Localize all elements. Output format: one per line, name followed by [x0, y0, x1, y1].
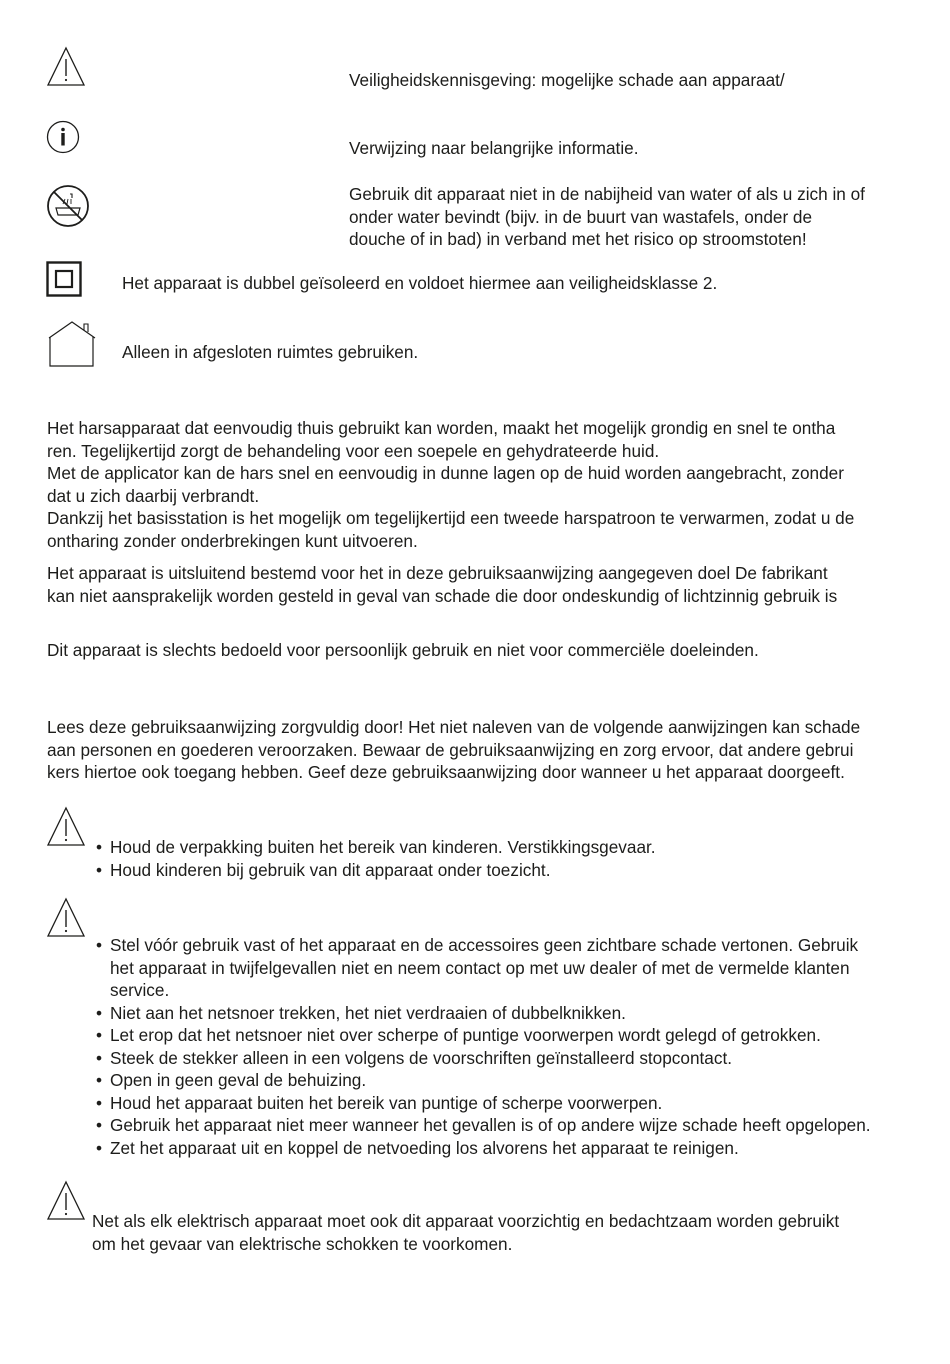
warning-triangle-icon	[46, 897, 86, 939]
info-icon	[46, 120, 80, 154]
device-warning-list	[96, 934, 926, 1159]
no-water-icon	[46, 184, 90, 228]
water-warning-line: Gebruik dit apparaat niet in de nabijheid van water of als u zich in of	[349, 184, 865, 204]
warning-triangle-icon	[46, 806, 86, 848]
electric-warning-line: Net als elk elektrisch apparaat moet ook dit apparaat voorzichtig en bedachtzaam worden gebruikt	[92, 1211, 840, 1231]
double-insulated-text: Het apparaat is dubbel geïsoleerd en voldoet hiermee aan veiligheidsklasse 2.	[122, 273, 718, 293]
electric-warning-text	[92, 1210, 839, 1255]
list-item: • Let erop dat het netsnoer niet over scherpe of puntige voorwerpen wordt gelegd of getrokken.	[96, 1024, 926, 1047]
electric-warning-line: om het gevaar van elektrische schokken te voorkomen.	[92, 1233, 513, 1254]
safety-notice-text: Veiligheidskennisgeving: mogelijke schade aan apparaat/	[349, 70, 785, 90]
intro-line: Met de applicator kan de hars snel en eenvoudig in dunne lagen op de huid worden aangebracht, zonder	[47, 463, 844, 483]
intended-use-line: kan niet aansprakelijk worden gesteld in geval van schade die door ondeskundig of lichtzinnig gebruik is	[47, 585, 838, 606]
intro-line: Het harsapparaat dat eenvoudig thuis gebruikt kan worden, maakt het mogelijk grondig en snel te ontha	[47, 418, 836, 438]
important-info-text: Verwijzing naar belangrijke informatie.	[349, 138, 639, 158]
intro-line: Dankzij het basisstation is het mogelijk om tegelijkertijd een tweede harspatroon te verwarmen, zodat u de	[47, 508, 855, 528]
personal-use-line: Dit apparaat is slechts bedoeld voor persoonlijk gebruik en niet voor commerciële doeleinden.	[47, 640, 759, 660]
intro-line: dat u zich daarbij verbrandt.	[47, 485, 260, 506]
water-warning-text	[349, 183, 865, 251]
list-item: • Niet aan het netsnoer trekken, het niet verdraaien of dubbelknikken.	[96, 1002, 926, 1025]
water-warning-line: onder water bevindt (bijv. in de buurt van wastafels, onder de	[349, 206, 813, 227]
personal-use-paragraph	[47, 639, 927, 662]
read-instructions-line: Lees deze gebruiksaanwijzing zorgvuldig door! Het niet naleven van de volgende aanwijzingen kan schade	[47, 717, 861, 737]
read-instructions-line: kers hiertoe ook toegang hebben. Geef deze gebruiksaanwijzing door wanneer u het apparaat doorgeeft.	[47, 762, 845, 782]
indoor-only-text: Alleen in afgesloten ruimtes gebruiken.	[122, 342, 419, 362]
list-item: • Zet het apparaat uit en koppel de netvoeding los alvorens het apparaat te reinigen.	[96, 1137, 926, 1160]
list-item: • Stel vóór gebruik vast of het apparaat en de accessoires geen zichtbare schade vertonen. Gebruik het apparaat in twijfelgevallen niet en neem contact op met uw dealer of met de vermelde klanten service.	[96, 934, 926, 1002]
indoor-house-icon	[46, 320, 96, 368]
list-item: • Open in geen geval de behuizing.	[96, 1069, 926, 1092]
intro-line: ren. Tegelijkertijd zorgt de behandeling voor een soepele en gehydrateerde huid.	[47, 440, 660, 461]
intended-use-line: Het apparaat is uitsluitend bestemd voor het in deze gebruiksaanwijzing aangegeven doel De fabrikant	[47, 563, 828, 583]
warning-triangle-icon	[46, 1180, 86, 1222]
double-insulation-icon	[46, 261, 82, 297]
list-item: • Houd de verpakking buiten het bereik van kinderen. Verstikkingsgevaar.	[96, 836, 926, 859]
list-item: • Houd kinderen bij gebruik van dit apparaat onder toezicht.	[96, 859, 926, 882]
warning-triangle-icon	[46, 46, 86, 88]
children-warning-list	[96, 836, 926, 881]
water-warning-line: douche of in bad) in verband met het risico op stroomstoten!	[349, 229, 807, 249]
list-item: • Steek de stekker alleen in een volgens de voorschriften geïnstalleerd stopcontact.	[96, 1047, 926, 1070]
intended-use-paragraph	[47, 562, 927, 607]
list-item: • Houd het apparaat buiten het bereik van puntige of scherpe voorwerpen.	[96, 1092, 926, 1115]
read-instructions-paragraph	[47, 716, 927, 784]
read-instructions-line: aan personen en goederen veroorzaken. Bewaar de gebruiksaanwijzing en zorg ervoor, dat andere gebrui	[47, 739, 854, 760]
intro-paragraph	[47, 417, 927, 552]
intro-line: ontharing zonder onderbrekingen kunt uitvoeren.	[47, 530, 418, 551]
list-item: • Gebruik het apparaat niet meer wanneer het gevallen is of op andere wijze schade heeft opgelopen.	[96, 1114, 926, 1137]
